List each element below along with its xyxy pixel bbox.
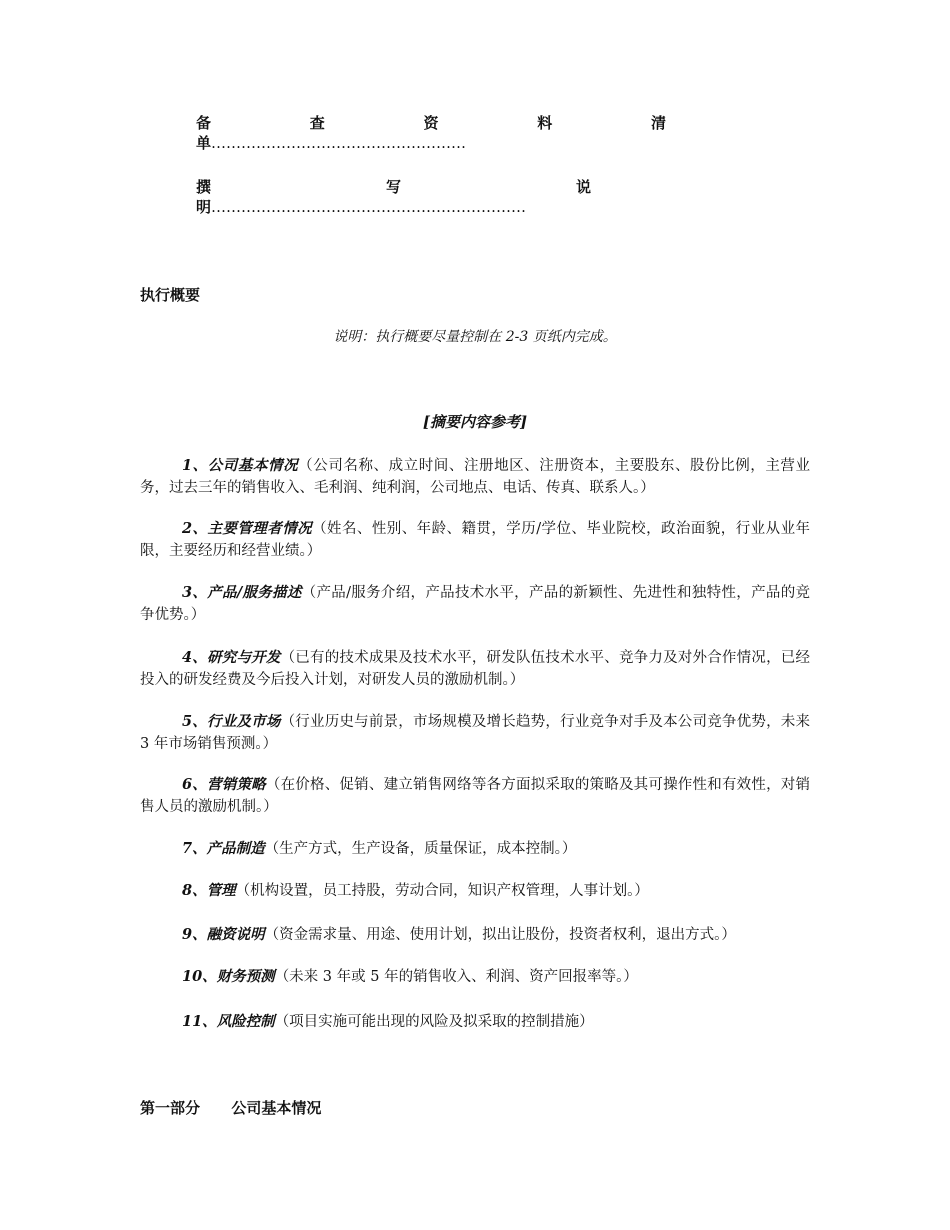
toc-char: 撰 — [196, 178, 212, 196]
executive-summary-heading: 执行概要 — [140, 286, 201, 304]
item-number: 9、 — [182, 926, 207, 943]
item-description: （项目实施可能出现的风险及拟采取的控制措施） — [274, 1014, 594, 1030]
executive-summary-note: 说明：执行概要尽量控制在 2-3 页纸内完成。 — [333, 329, 617, 345]
item-description: （行业历史与前景，市场规模及增长趋势，行业竞争对手及本公司竞争优势，未来 3 年市场销售预测。） — [140, 714, 810, 752]
toc-char: 料 — [537, 114, 553, 132]
summary-item — [140, 582, 810, 626]
item-number: 8、 — [182, 882, 207, 899]
item-title: 财务预测 — [216, 968, 275, 985]
summary-item — [140, 924, 810, 946]
item-description: （在价格、促销、建立销售网络等各方面拟采取的策略及其可操作性和有效性，对销售人员的激励机制。） — [140, 777, 811, 815]
item-title: 营销策略 — [207, 776, 266, 793]
item-description: （资金需求量、用途、使用计划，拟出让股份，投资者权利，退出方式。） — [264, 927, 736, 943]
toc-char: 资 — [423, 114, 439, 132]
item-number: 1、 — [182, 457, 208, 474]
item-title: 公司基本情况 — [207, 457, 299, 474]
item-title: 产品/服务描述 — [207, 584, 302, 601]
part-one-heading: 第一部分 公司基本情况 — [140, 1099, 322, 1117]
toc-entry-leader-row — [196, 197, 591, 217]
toc-char: 单 — [196, 134, 212, 152]
item-description: （产品/服务介绍，产品技术水平，产品的新颖性、先进性和独特性，产品的竞争优势。） — [140, 585, 811, 623]
item-title: 主要管理者情况 — [207, 520, 313, 537]
item-title: 融资说明 — [206, 926, 265, 943]
item-number: 3、 — [182, 584, 208, 601]
toc-char: 说 — [575, 178, 591, 196]
item-description: （机构设置，员工持股，劳动合同，知识产权管理，人事计划。） — [235, 883, 649, 899]
toc-entry-leader-row — [196, 133, 666, 153]
summary-item — [140, 838, 810, 860]
toc-entry-title-row — [196, 113, 666, 133]
item-number: 10、 — [182, 968, 217, 985]
item-title: 行业及市场 — [207, 713, 281, 730]
item-title: 研究与开发 — [207, 649, 281, 666]
toc-entry-instructions[interactable] — [196, 177, 591, 217]
summary-item — [140, 647, 810, 691]
toc-char: 明 — [196, 198, 212, 216]
summary-item — [140, 711, 810, 755]
summary-reference-title: [摘要内容参考] — [422, 413, 528, 431]
item-description: （生产方式，生产设备，质量保证，成本控制。） — [264, 841, 577, 857]
toc-char: 清 — [650, 114, 666, 132]
toc-char: 查 — [309, 114, 325, 132]
toc-dot-leader: ……………………………………………………… — [211, 198, 527, 216]
toc-dot-leader: …………………………………………… — [211, 134, 467, 152]
item-number: 4、 — [182, 649, 208, 666]
item-title: 产品制造 — [206, 840, 265, 857]
item-description: （姓名、性别、年龄、籍贯，学历/学位、毕业院校，政治面貌，行业从业年限，主要经历和经营业绩。） — [140, 521, 811, 559]
item-title: 风险控制 — [216, 1013, 275, 1030]
toc-entry-checklist[interactable] — [196, 113, 666, 153]
summary-item — [140, 518, 810, 562]
item-number: 6、 — [182, 776, 208, 793]
toc-entry-title-row — [196, 177, 591, 197]
item-number: 5、 — [182, 713, 208, 730]
summary-item — [140, 455, 810, 499]
toc-char: 写 — [385, 178, 401, 196]
summary-item — [140, 1011, 810, 1033]
summary-item — [140, 966, 810, 988]
item-description: （未来 3 年或 5 年的销售收入、利润、资产回报率等。） — [274, 969, 638, 985]
item-description: （公司名称、成立时间、注册地区、注册资本，主要股东、股份比例，主营业务，过去三年的销售收入、毛利润、纯利润，公司地点、电话、传真、联系人。） — [140, 458, 811, 496]
item-title: 管理 — [206, 882, 236, 899]
item-number: 11、 — [182, 1013, 217, 1030]
item-number: 2、 — [182, 520, 208, 537]
item-description: （已有的技术成果及技术水平，研发队伍技术水平、竞争力及对外合作情况，已经投入的研发经费及今后投入计划，对研发人员的激励机制。） — [140, 650, 810, 688]
item-number: 7、 — [182, 840, 207, 857]
toc-char: 备 — [196, 114, 212, 132]
summary-item — [140, 880, 810, 902]
summary-item — [140, 774, 810, 818]
